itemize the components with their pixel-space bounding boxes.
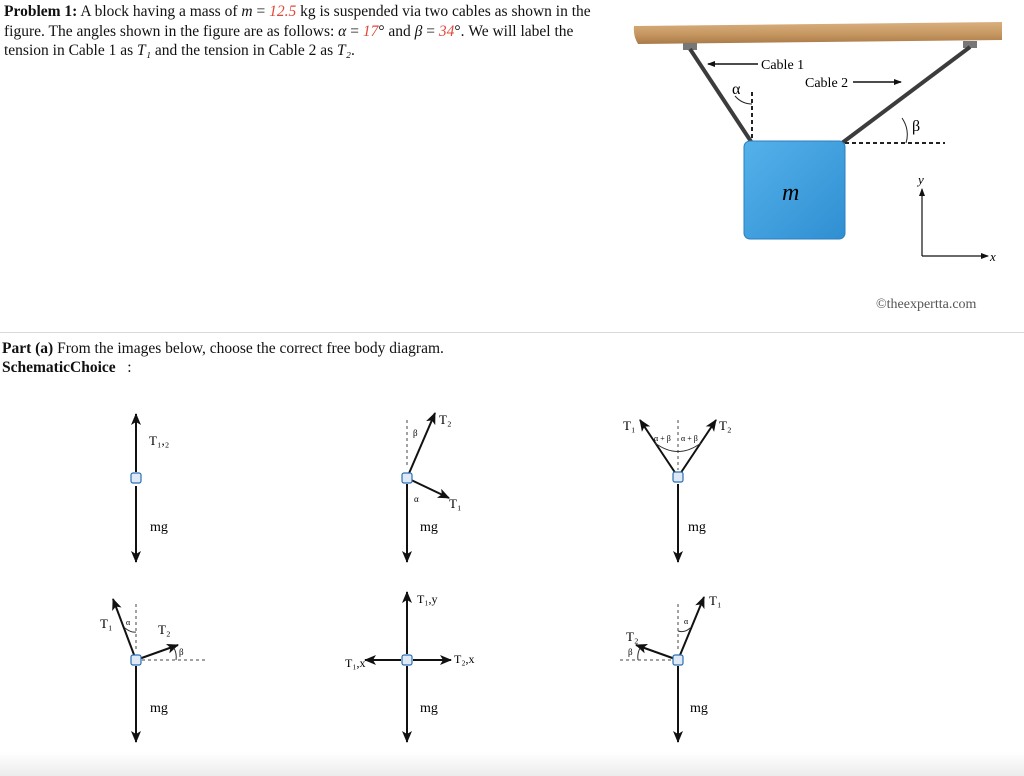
axis-y-label: y	[918, 172, 924, 187]
beta-arc	[174, 648, 176, 660]
beta-label: β	[912, 118, 921, 135]
alpha-arc	[125, 628, 136, 632]
arrow-t1	[640, 420, 678, 477]
cable-2-label: Cable 2	[805, 76, 849, 91]
fbd-block	[673, 655, 683, 665]
cable-1	[690, 49, 752, 143]
label-beta: β	[179, 647, 184, 657]
fbd-choice-6[interactable]	[620, 593, 721, 742]
alpha-value: 17	[362, 22, 379, 40]
t2-symbol: T₂	[337, 42, 352, 59]
label-t2: T₂	[439, 412, 452, 427]
cable-2	[842, 47, 970, 143]
beta-symbol: β	[414, 22, 423, 40]
label-t1y: T₁,y	[417, 592, 438, 606]
fbd-block	[402, 473, 412, 483]
label-mg: mg	[420, 520, 438, 535]
problem-text-5: and the tension in Cable 2 as	[151, 42, 338, 59]
problem-text-2: kg is suspended via two cables as shown in the figure. The angles shown in the figure are as follows:	[4, 3, 591, 40]
label-alpha: α	[684, 617, 689, 626]
fbd-choice-4[interactable]	[100, 599, 205, 742]
label-t2x: T₂,x	[454, 652, 475, 666]
problem-figure	[630, 18, 1024, 318]
fbd-block	[402, 655, 412, 665]
cable-1-label: Cable 1	[761, 58, 805, 73]
section-divider	[0, 332, 1024, 333]
label-beta: β	[413, 428, 418, 438]
part-a-text: From the images below, choose the correct free body diagram.	[53, 340, 444, 357]
label-t1: T₁	[449, 496, 462, 511]
problem-text-3: ° and	[378, 22, 415, 40]
beta-arc	[902, 118, 907, 143]
fbd-block	[673, 472, 683, 482]
mass-value: 12.5	[269, 3, 297, 20]
problem-text-4: °. We will label the tension in Cable 1 as	[4, 22, 574, 59]
label-mg: mg	[150, 701, 168, 716]
label-alpha: α	[414, 494, 419, 504]
mount-right	[963, 41, 977, 48]
part-a-prompt	[2, 339, 444, 377]
arrow-t2	[636, 645, 678, 660]
schematic-colon: :	[127, 359, 132, 376]
label-t1: T₁	[100, 616, 113, 631]
fbd-choice-1[interactable]	[131, 414, 169, 562]
label-mg: mg	[688, 520, 706, 535]
alpha-arc	[678, 628, 690, 632]
label-t1: T₁	[623, 418, 636, 433]
label-mg: mg	[690, 701, 708, 716]
problem-text-1: A block having a mass of	[80, 3, 242, 20]
label-mg: mg	[150, 520, 168, 535]
label-mg: mg	[420, 701, 438, 716]
beta-arc	[638, 648, 640, 660]
mount-left	[683, 43, 697, 50]
problem-statement: Problem 1: A block having a mass of m = 12.5 kg is suspended via two cables as shown in the figure. The angles shown in the figure are as follows: α = 17° and β = 34°. We will label the tension in Cable 1 as T₁ and the tension in Cable 2 as T₂.	[4, 3, 591, 59]
mass-symbol: m	[241, 3, 253, 20]
fbd-block	[131, 655, 141, 665]
part-a-label: Part (a)	[2, 340, 54, 357]
mass-label: m	[782, 180, 800, 206]
label-angle-2: α + β	[681, 434, 698, 443]
label-t2: T₂	[158, 622, 171, 637]
arrow-t1	[113, 599, 136, 660]
fbd-choice-2[interactable]	[402, 412, 461, 562]
problem-label: Problem 1:	[4, 3, 78, 20]
alpha-symbol: α	[338, 22, 347, 40]
t1-symbol: T₁	[137, 42, 152, 59]
label-t1: T₁	[709, 593, 722, 608]
fbd-choice-5[interactable]	[345, 592, 475, 742]
label-t2: T₂	[719, 418, 732, 433]
arrow-t2	[678, 420, 716, 477]
alpha-label: α	[732, 81, 741, 98]
label-alpha: α	[126, 618, 131, 627]
equals-sign: =	[252, 3, 270, 20]
label-angle-1: α + β	[654, 434, 671, 443]
label-t2: T₂	[626, 629, 639, 644]
axis-x-label: x	[990, 249, 996, 264]
label-t1x: T₁,x	[345, 656, 366, 670]
label-t12: T₁,₂	[149, 433, 170, 448]
label-beta: β	[628, 647, 633, 657]
arrow-t2	[136, 645, 178, 660]
arrow-t1	[678, 597, 704, 660]
fbd-block	[131, 473, 141, 483]
bottom-fade	[0, 752, 1024, 776]
schematic-choice-label: SchematicChoice	[2, 359, 116, 376]
fbd-choice-3[interactable]	[623, 418, 731, 562]
ceiling	[634, 22, 1002, 44]
arrow-t2	[407, 413, 435, 478]
beta-value: 34	[438, 22, 455, 40]
fbd-choices	[0, 390, 1024, 752]
problem-text-6: .	[351, 42, 355, 59]
copyright-text: ©theexpertta.com	[876, 297, 977, 312]
